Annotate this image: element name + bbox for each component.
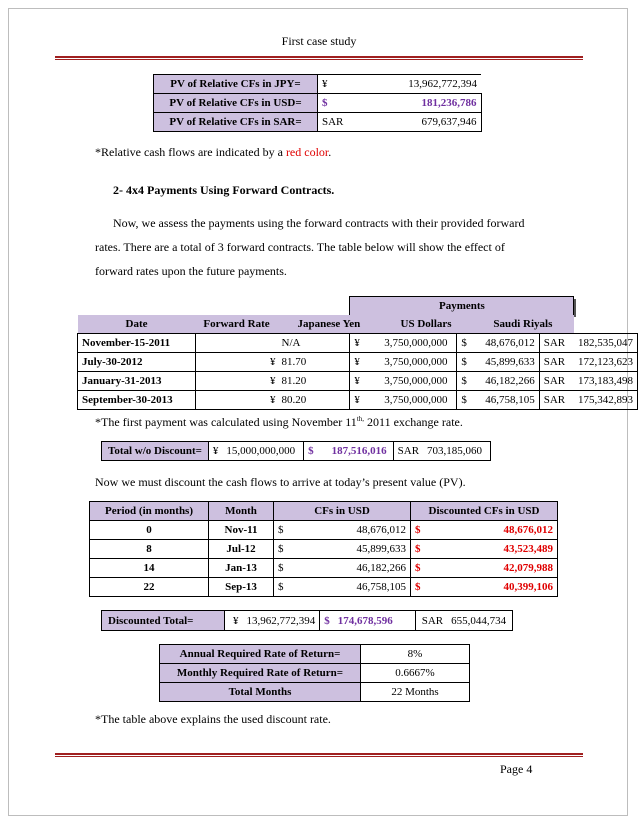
sar-currency: SAR [539, 391, 574, 410]
month-value: Jul-12 [209, 540, 274, 559]
currency-symbol: $ [322, 97, 328, 109]
table-row [78, 372, 638, 391]
pv-table [153, 74, 482, 132]
header-rule [55, 56, 583, 58]
pv-value: 181,236,786 [421, 97, 477, 109]
table-row [78, 334, 638, 353]
cf-currency: $ [274, 559, 301, 578]
discounted-amount: 40,399,106 [439, 578, 557, 597]
table-header-row [78, 315, 638, 334]
jpy-amount: 3,750,000,000 [380, 372, 457, 391]
table-row [154, 75, 482, 94]
discounted-currency: $ [411, 521, 440, 540]
rates-table [159, 644, 470, 702]
jpy-currency: ¥ [350, 391, 380, 410]
paragraph-line: rates. There are a total of 3 forward contracts. The table below will show the effect of [95, 240, 505, 254]
usd-currency: $ [304, 442, 318, 461]
paragraph-line: Now, we assess the payments using the forward contracts with their provided forward [113, 216, 525, 230]
usd-amount: 187,516,016 [318, 442, 394, 461]
usd-amount: 48,676,012 [472, 334, 539, 353]
rate-label: Annual Required Rate of Return= [160, 645, 361, 664]
forward-rate-value: N/A [278, 334, 350, 353]
month-value: Nov-11 [209, 521, 274, 540]
col-header-period: Period (in months) [90, 502, 209, 521]
payments-group-header: Payments [350, 297, 574, 316]
sar-amount: 655,044,734 [447, 611, 513, 631]
period-value: 14 [90, 559, 209, 578]
currency-symbol: SAR [322, 116, 344, 128]
note-text: . [328, 145, 332, 159]
note-discount-rate: *The table above explains the used discount rate. [95, 712, 331, 726]
usd-currency: $ [457, 353, 472, 372]
jpy-currency: ¥ [350, 334, 380, 353]
note-text: *Relative cash flows are indicated by a [95, 145, 286, 159]
rate-label: Monthly Required Rate of Return= [160, 664, 361, 683]
col-header-cfs: CFs in USD [274, 502, 411, 521]
header-rule-thin [55, 59, 583, 60]
forward-rate-currency: ¥ [196, 391, 278, 410]
page-number: Page 4 [500, 762, 533, 776]
col-header-month: Month [209, 502, 274, 521]
payment-date: July-30-2012 [78, 353, 196, 372]
pv-label: PV of Relative CFs in JPY= [154, 75, 318, 94]
usd-amount: 45,899,633 [472, 353, 539, 372]
table-row [160, 645, 470, 664]
month-value: Jan-13 [209, 559, 274, 578]
forward-rate-currency [196, 334, 278, 353]
cf-amount: 46,182,266 [300, 559, 410, 578]
note-relative-cashflows [95, 145, 331, 160]
col-header-jpy: Japanese Yen [278, 315, 381, 334]
cf-currency: $ [274, 578, 301, 597]
pv-value-cell [318, 113, 482, 132]
sar-amount: 703,185,060 [423, 442, 491, 461]
usd-currency: $ [457, 391, 472, 410]
rate-value: 8% [361, 645, 470, 664]
pv-label: PV of Relative CFs in USD= [154, 94, 318, 113]
table-row [154, 113, 482, 132]
discounted-amount: 48,676,012 [439, 521, 557, 540]
discount-table [89, 501, 558, 597]
jpy-amount: 3,750,000,000 [380, 353, 457, 372]
table-row [90, 578, 558, 597]
sar-amount: 182,535,047 [574, 334, 638, 353]
rate-label: Total Months [160, 683, 361, 702]
note-text: 2011 exchange rate. [364, 415, 463, 429]
pv-label: PV of Relative CFs in SAR= [154, 113, 318, 132]
period-value: 8 [90, 540, 209, 559]
usd-amount: 46,758,105 [472, 391, 539, 410]
discounted-amount: 43,523,489 [439, 540, 557, 559]
table-row [90, 540, 558, 559]
col-header-discounted: Discounted CFs in USD [411, 502, 558, 521]
usd-currency: $ [457, 334, 472, 353]
currency-symbol: ¥ [322, 78, 328, 90]
discounted-total-label: Discounted Total= [102, 611, 225, 631]
usd-amount: 46,182,266 [472, 372, 539, 391]
cf-currency: $ [274, 521, 301, 540]
rate-value: 22 Months [361, 683, 470, 702]
table-row [154, 94, 482, 113]
jpy-amount: 3,750,000,000 [380, 334, 457, 353]
period-value: 22 [90, 578, 209, 597]
forward-rate-value: 80.20 [278, 391, 350, 410]
col-header-usd: US Dollars [380, 315, 472, 334]
discounted-currency: $ [411, 578, 440, 597]
discounted-total-table [101, 610, 513, 631]
paragraph-line: forward rates upon the future payments. [95, 264, 287, 278]
sar-currency: SAR [539, 353, 574, 372]
pv-value-cell [318, 94, 482, 113]
jpy-currency: ¥ [350, 353, 380, 372]
total-without-discount-table [101, 441, 491, 461]
discounted-currency: $ [411, 559, 440, 578]
cf-currency: $ [274, 540, 301, 559]
forward-rate-value: 81.70 [278, 353, 350, 372]
cf-amount: 46,758,105 [300, 578, 410, 597]
payments-table [77, 296, 638, 410]
sar-currency: SAR [393, 442, 423, 461]
jpy-amount: 3,750,000,000 [380, 391, 457, 410]
period-value: 0 [90, 521, 209, 540]
jpy-currency: ¥ [350, 372, 380, 391]
col-header-sar: Saudi Riyals [472, 315, 574, 334]
table-row [102, 442, 491, 461]
table-row [102, 611, 513, 631]
payment-date: September-30-2013 [78, 391, 196, 410]
table-row [90, 559, 558, 578]
table-row [78, 353, 638, 372]
month-value: Sep-13 [209, 578, 274, 597]
table-row [160, 683, 470, 702]
total-label: Total w/o Discount= [102, 442, 209, 461]
sar-currency: SAR [415, 611, 447, 631]
sar-amount: 173,183,498 [574, 372, 638, 391]
sar-amount: 175,342,893 [574, 391, 638, 410]
usd-amount: 174,678,596 [334, 611, 416, 631]
sar-currency: SAR [539, 334, 574, 353]
table-row [78, 391, 638, 410]
cf-amount: 45,899,633 [300, 540, 410, 559]
sar-amount: 172,123,623 [574, 353, 638, 372]
footer-rule [55, 753, 583, 755]
pv-value-cell [318, 75, 482, 94]
col-header-forward-rate: Forward Rate [196, 315, 278, 334]
table-header-row [90, 502, 558, 521]
section-heading: 2- 4x4 Payments Using Forward Contracts. [113, 183, 335, 197]
table-group-header-row [78, 297, 638, 316]
col-header-date: Date [78, 315, 196, 334]
note-superscript: th, [356, 415, 365, 423]
jpy-currency: ¥ [208, 442, 222, 461]
forward-rate-value: 81.20 [278, 372, 350, 391]
rate-value: 0.6667% [361, 664, 470, 683]
discounted-currency: $ [411, 540, 440, 559]
payment-date: January-31-2013 [78, 372, 196, 391]
page-header-title: First case study [281, 34, 357, 48]
footer-rule-thin [55, 756, 583, 757]
pv-value: 679,637,946 [421, 116, 477, 128]
usd-currency: $ [320, 611, 334, 631]
payment-date: November-15-2011 [78, 334, 196, 353]
discounted-amount: 42,079,988 [439, 559, 557, 578]
jpy-amount: 15,000,000,000 [222, 442, 303, 461]
jpy-currency: ¥ [225, 611, 243, 631]
jpy-amount: 13,962,772,394 [243, 611, 320, 631]
usd-currency: $ [457, 372, 472, 391]
pv-value: 13,962,772,394 [408, 78, 477, 90]
note-first-payment [95, 415, 463, 430]
forward-rate-currency: ¥ [196, 353, 278, 372]
forward-rate-currency: ¥ [196, 372, 278, 391]
table-row [160, 664, 470, 683]
paragraph-discount: Now we must discount the cash flows to arrive at today’s present value (PV). [95, 475, 466, 489]
note-red-word: red color [285, 145, 329, 159]
cf-amount: 48,676,012 [300, 521, 410, 540]
sar-currency: SAR [539, 372, 574, 391]
note-text: *The first payment was calculated using November 11 [95, 415, 357, 429]
table-row [90, 521, 558, 540]
